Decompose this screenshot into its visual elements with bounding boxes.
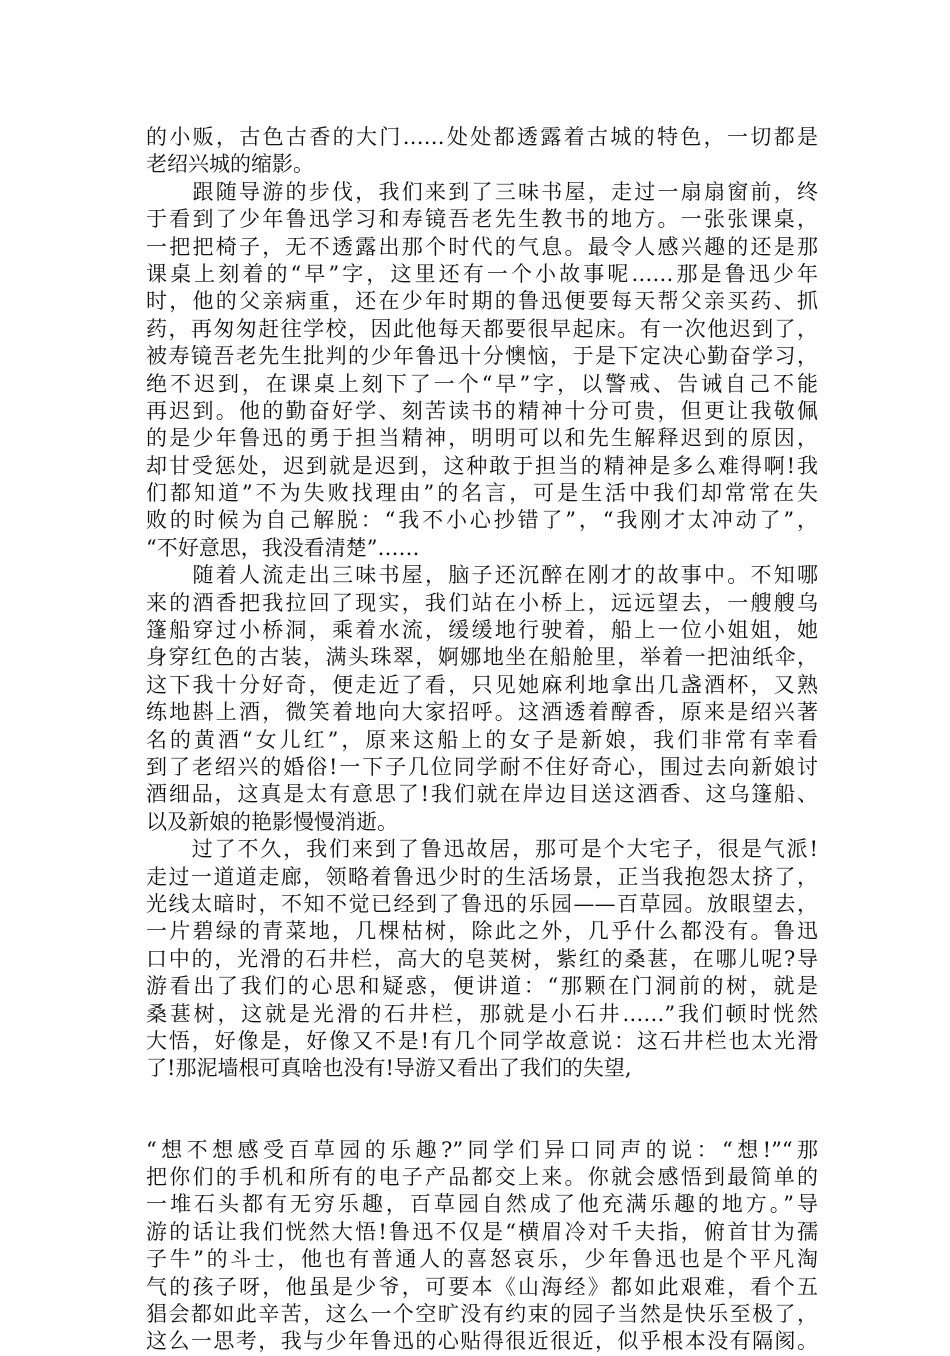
text-line: 来的酒香把我拉回了现实，我们站在小桥上，远远望去，一艘艘乌 — [146, 590, 818, 615]
document-page — [146, 124, 818, 1356]
paragraph-2 — [146, 179, 818, 562]
text-line: 的小贩，古色古香的大门……处处都透露着古城的特色，一切都是 — [146, 125, 818, 149]
text-line: 的是少年鲁迅的勇于担当精神，明明可以和先生解释迟到的原因， — [146, 426, 818, 451]
text-line: 过了不久，我们来到了鲁迅故居，那可是个大宅子，很是气派! — [146, 837, 818, 862]
text-line: 大悟，好像是，好像又不是!有几个同学故意说：这石井栏也太光滑 — [146, 1028, 818, 1053]
paragraph-4 — [146, 836, 818, 1083]
text-line: 游的话让我们恍然大悟!鲁迅不仅是“横眉冷对千夫指，俯首甘为孺 — [146, 1219, 818, 1244]
text-line: 气的孩子呀，他虽是少爷，可要本《山海经》都如此艰难，看个五 — [146, 1274, 818, 1299]
text-line: 课桌上刻着的“早”字，这里还有一个小故事呢……那是鲁迅少年 — [146, 261, 818, 286]
text-line: 药，再匆匆赶往学校，因此他每天都要很早起床。有一次他迟到了， — [146, 316, 818, 341]
text-line: “想不想感受百草园的乐趣?”同学们异口同声的说：“想!”“那 — [146, 1137, 818, 1162]
text-line: 光线太暗时，不知不觉已经到了鲁迅的乐园——百草园。放眼望去， — [146, 891, 818, 916]
text-line: 被寿镜吾老先生批判的少年鲁迅十分懊恼，于是下定决心勤奋学习， — [146, 344, 818, 369]
text-line: 这么一思考，我与少年鲁迅的心贴得很近很近，似乎根本没有隔阂。 — [146, 1329, 818, 1354]
text-line: 身穿红色的古装，满头珠翠，婀娜地坐在船舱里，举着一把油纸伞， — [146, 645, 818, 670]
text-line: 绝不迟到，在课桌上刻下了一个“早”字，以警戒、告诫自己不能 — [146, 371, 818, 396]
text-line: 名的黄酒“女儿红”，原来这船上的女子是新娘，我们非常有幸看 — [146, 727, 818, 752]
paragraph-5 — [146, 1137, 818, 1356]
text-line: 老绍兴城的缩影。 — [146, 152, 314, 177]
paragraph-3 — [146, 562, 818, 836]
text-line: 篷船穿过小桥洞，乘着水流，缓缓地行驶着，船上一位小姐姐，她 — [146, 618, 818, 643]
text-line: 一堆石头都有无穷乐趣，百草园自然成了他充满乐趣的地方。”导 — [146, 1192, 818, 1217]
text-line: 到了老绍兴的婚俗!一下子几位同学耐不住好奇心，围过去向新娘讨 — [146, 754, 818, 779]
text-line: 败的时候为自己解脱：“我不小心抄错了”，“我刚才太冲动了”， — [146, 508, 818, 533]
text-line: 于看到了少年鲁迅学习和寿镜吾老先生教书的地方。一张张课桌， — [146, 207, 818, 232]
text-line: 游看出了我们的心思和疑惑，便讲道：“那颗在门洞前的树，就是 — [146, 974, 818, 999]
text-line: 猖会都如此辛苦，这么一个空旷没有约束的园子当然是快乐至极了， — [146, 1302, 818, 1327]
text-line: 了!那泥墙根可真啥也没有!导游又看出了我们的失望, — [146, 1056, 632, 1081]
text-line: 子牛”的斗士，他也有普通人的喜怒哀乐，少年鲁迅也是个平凡淘 — [146, 1247, 818, 1272]
paragraph-1 — [146, 124, 818, 179]
text-line: 一片碧绿的青菜地，几棵枯树，除此之外，几乎什么都没有。鲁迅 — [146, 919, 818, 944]
text-line: 再迟到。他的勤奋好学、刻苦读书的精神十分可贵，但更让我敬佩 — [146, 398, 818, 423]
text-line: 跟随导游的步伐，我们来到了三味书屋，走过一扇扇窗前，终 — [146, 179, 818, 204]
text-line: 口中的，光滑的石井栏，高大的皂荚树，紫红的桑葚，在哪儿呢?导 — [146, 946, 818, 971]
text-line: 这下我十分好奇，便走近了看，只见她麻利地拿出几盏酒杯，又熟 — [146, 672, 818, 697]
text-line: 们都知道”不为失败找理由”的名言，可是生活中我们却常常在失 — [146, 481, 818, 506]
text-line: 随着人流走出三味书屋，脑子还沉醉在刚才的故事中。不知哪 — [146, 563, 818, 588]
text-line: 练地斟上酒，微笑着地向大家招呼。这酒透着醇香，原来是绍兴著 — [146, 700, 818, 725]
text-line: 一把把椅子，无不透露出那个时代的气息。最令人感兴趣的还是那 — [146, 234, 818, 259]
text-line: 把你们的手机和所有的电子产品都交上来。你就会感悟到最简单的 — [146, 1165, 818, 1190]
text-line: 走过一道道走廊，领略着鲁迅少时的生活场景，正当我抱怨太挤了， — [146, 864, 818, 889]
text-line: 时，他的父亲病重，还在少年时期的鲁迅便要每天帮父亲买药、抓 — [146, 289, 818, 314]
text-line: “不好意思，我没看清楚”…… — [146, 535, 420, 560]
text-line: 桑葚树，这就是光滑的石井栏，那就是小石井……”我们顿时恍然 — [146, 1001, 818, 1026]
blank-gap — [146, 1083, 818, 1137]
text-line: 却甘受惩处，迟到就是迟到，这种敢于担当的精神是多么难得啊!我 — [146, 453, 818, 478]
text-line: 酒细品，这真是太有意思了!我们就在岸边目送这酒香、这乌篷船、 — [146, 782, 818, 807]
text-line: 以及新娘的艳影慢慢消逝。 — [146, 809, 398, 834]
